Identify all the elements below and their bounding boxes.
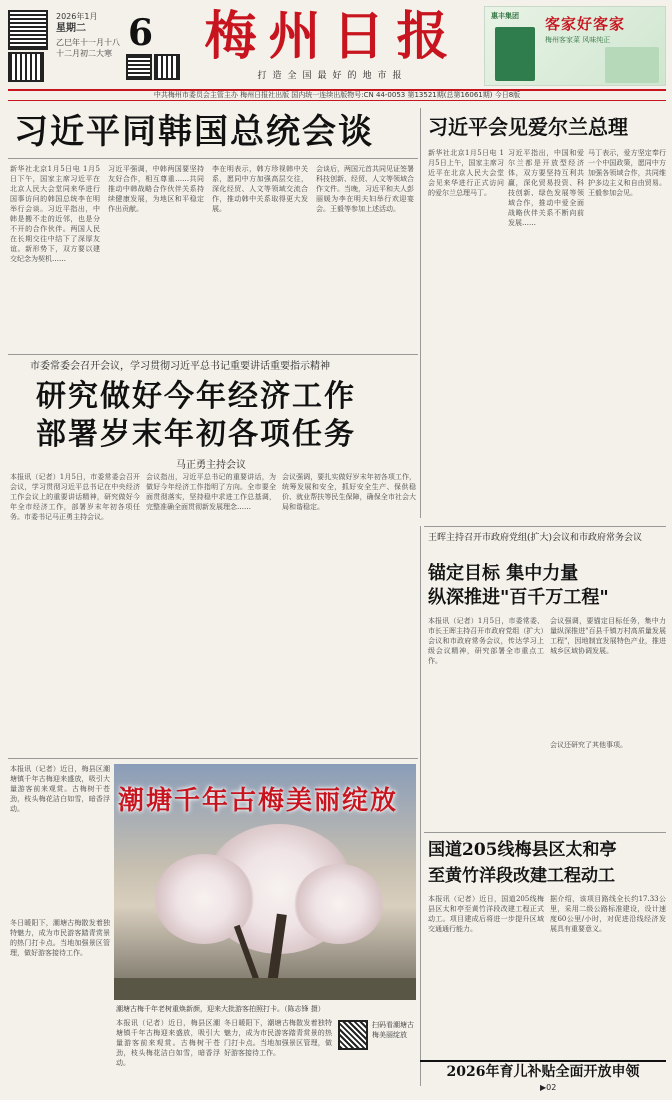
- work-meeting-headline-2[interactable]: 部署岁末年初各项任务: [36, 417, 356, 452]
- ireland-body-col1: 新华社北京1月5日电 1月5日上午，国家主席习近平在北京人民大会堂会见来华进行正式访问的爱尔兰总理马丁。: [428, 149, 504, 197]
- work-meeting-kicker: 市委常委会召开会议，学习贯彻习近平总书记重要讲话重要指示精神: [30, 361, 330, 372]
- govt-meeting-kicker: 王晖主持召开市政府党组(扩大)会议和市政府常务会议: [428, 533, 643, 543]
- footer-banner[interactable]: 2026年育儿补贴全面开放申领: [420, 1060, 666, 1082]
- govt-meeting-body-col3: 会议还研究了其他事项。: [550, 741, 627, 749]
- header-advertisement[interactable]: [484, 6, 666, 86]
- divider: [424, 526, 666, 527]
- date-line: 2026年1月: [56, 12, 98, 21]
- qr-code-4: [154, 54, 180, 80]
- govt-meeting-headline-1[interactable]: 锚定目标 集中力量: [428, 563, 579, 584]
- plum-body-col1: 本报讯（记者）近日，梅县区潮塘镇千年古梅迎来盛放，吸引大量游客前来观赏。古梅树干苍劲，枝头梅花洁白如雪，暗香浮动。: [10, 765, 110, 813]
- newspaper-slogan: 打造全国最好的地市报: [257, 71, 408, 81]
- photo-caption: 潮塘古梅千年老树重焕新颜，迎来大批游客拍照打卡。（陈志锋 摄）: [116, 1005, 325, 1013]
- date-block: [8, 8, 178, 86]
- solar-term: 十二月初二大寒: [56, 49, 112, 58]
- lead-body-col1: 新华社北京1月5日电 1月5日下午，国家主席习近平在北京人民大会堂同来华进行国事访问的韩国总统李在明举行会谈。习近平指出，中韩是搬不走的近邻，也是分不开的合作伙伴。两国人民在长期交往中结下了深厚友谊。新形势下，双方要以建交纪念为契机……: [10, 165, 100, 263]
- lead-headline[interactable]: 习近平同韩国总统会谈: [14, 112, 374, 152]
- plum-qr-code[interactable]: [338, 1020, 368, 1050]
- column-rule: [420, 108, 421, 518]
- lead-body-col4: 会谈后，两国元首共同见证签署科技创新、经贸、人文等领域合作文件。当晚，习近平和夫人彭丽媛为李在明夫妇举行欢迎宴会。王毅等参加上述活动。: [316, 165, 414, 213]
- newspaper-title: 梅州日报: [204, 6, 461, 67]
- divider: [8, 758, 418, 759]
- divider: [424, 832, 666, 833]
- ireland-headline[interactable]: 习近平会见爱尔兰总理: [428, 115, 628, 139]
- day-number: 6: [128, 12, 154, 54]
- ireland-body-col2: 习近平指出，中国和爱尔兰都是开放型经济体，双方要坚持互利共赢，深化贸易投资、科技创新、绿色发展等领域合作，推动中爱全面战略伙伴关系不断向前发展……: [508, 149, 584, 227]
- qr-code-1: [8, 10, 48, 50]
- lead-body-col3: 李在明表示，韩方珍视韩中关系，愿同中方加强高层交往，深化经贸、人文等领域交流合作，推动韩中关系取得更大发展。: [212, 165, 308, 213]
- road-headline-1[interactable]: 国道205线梅县区太和亭: [428, 840, 617, 860]
- plum-headline[interactable]: 潮塘千年古梅美丽绽放: [118, 786, 399, 816]
- lead-body-col2: 习近平强调，中韩两国要坚持友好合作，相互尊重……共同推动中韩战略合作伙伴关系持续健康发展，为地区和平稳定作出贡献。: [108, 165, 204, 213]
- divider: [8, 158, 418, 159]
- work-meeting-body-col1: 本报讯（记者）1月5日，市委常委会召开会议，学习贯彻习近平总书记在中央经济工作会议上的重要讲话精神，研究做好今年全市经济工作，部署岁末年初各项任务。市委书记马正勇主持会议。: [10, 473, 140, 521]
- ireland-body-col3: 马丁表示，爱方坚定奉行一个中国政策，愿同中方加强各领域合作，共同维护多边主义和自由贸易。王毅参加会见。: [588, 149, 666, 197]
- work-meeting-byline: 马正勇主持会议: [176, 460, 246, 471]
- govt-meeting-headline-2[interactable]: 纵深推进"百千万工程": [428, 587, 609, 608]
- road-body-col2: 据介绍，该项目路线全长约17.33公里，采用二级公路标准建设，设计速度60公里/小时，对促进沿线经济发展具有重要意义。: [550, 895, 666, 933]
- qr-code-3: [126, 54, 152, 80]
- ad-subline: 梅州客家菜 风味纯正: [545, 36, 611, 44]
- plum-body-col3: 本报讯（记者）近日，梅县区潮塘镇千年古梅迎来盛放，吸引大量游客前来观赏。古梅树干苍劲，枝头梅花洁白如雪，暗香浮动。: [116, 1019, 220, 1067]
- road-body-col1: 本报讯（记者）近日，国道205线梅县区太和亭至黄竹洋段改建工程正式动工。项目建成后将进一步提升区域交通通行能力。: [428, 895, 544, 933]
- ad-product-image: [495, 27, 535, 81]
- govt-meeting-body-col1: 本报讯（记者）1月5日，市委常委、市长王晖主持召开市政府党组（扩大）会议和市政府常务会议，传达学习上级会议精神，研究部署全市重点工作。: [428, 617, 544, 665]
- page-number[interactable]: ▶02: [540, 1083, 557, 1092]
- weekday: 星期二: [56, 23, 86, 34]
- work-meeting-headline-1[interactable]: 研究做好今年经济工作: [36, 379, 356, 414]
- ad-brand: 惠丰集团: [491, 11, 519, 20]
- publication-info-bar: 中共梅州市委员会主管主办 梅州日报社出版 国内统一连续出版物号:CN 44-0053 第13521期(总第16061期) 今日8版: [8, 89, 666, 101]
- work-meeting-body-col3: 会议强调，要扎实做好岁末年初各项工作，统筹发展和安全，抓好安全生产、保供稳价、就业帮扶等民生保障，确保全市社会大局和谐稳定。: [282, 473, 416, 511]
- work-meeting-body-col2: 会议指出，习近平总书记的重要讲话，为做好今年经济工作指明了方向。全市要全面贯彻落实，坚持稳中求进工作总基调，完整准确全面贯彻新发展理念……: [146, 473, 276, 511]
- lunar-date: 乙巳年十一月十八: [56, 38, 120, 47]
- plum-qr-label: 扫码看潮塘古梅美丽绽放: [372, 1021, 414, 1039]
- column-rule: [420, 526, 421, 1086]
- ad-food-image: [605, 47, 659, 83]
- plum-body-col2: 冬日暖阳下，潮塘古梅散发着独特魅力，成为市民游客踏青赏景的热门打卡点。当地加强景区管理，做好游客接待工作。: [10, 919, 110, 957]
- qr-code-2: [8, 52, 44, 82]
- road-headline-2[interactable]: 至黄竹洋段改建工程动工: [428, 866, 615, 886]
- divider: [8, 354, 418, 355]
- govt-meeting-body-col2: 会议强调，要锚定目标任务，集中力量纵深推进"百县千镇万村高质量发展工程"，因地制宜发展特色产业，推进城乡区域协调发展。: [550, 617, 666, 655]
- masthead: [190, 4, 475, 82]
- ad-headline: 客家好客家: [545, 15, 626, 33]
- ground: [114, 978, 416, 1000]
- plum-body-col4: 冬日暖阳下，潮塘古梅散发着独特魅力，成为市民游客踏青赏景的热门打卡点。当地加强景区管理，做好游客接待工作。: [224, 1019, 332, 1057]
- plum-blossom-canopy: [294, 864, 384, 944]
